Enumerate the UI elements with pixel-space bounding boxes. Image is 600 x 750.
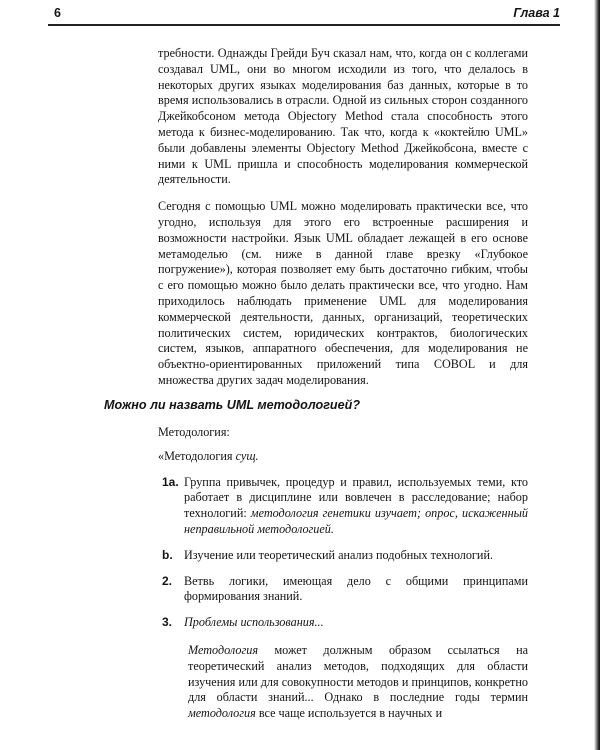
part-of-speech: сущ. [235,448,259,463]
item-label: b. [162,547,173,562]
item-text: Изучение или теоретический анализ подобных технологий. [184,547,494,562]
definition-headword [158,449,528,465]
page-edge-shadow [594,0,600,750]
definition-label: Методология: [158,425,230,439]
definition-item-2 [158,574,528,606]
usage-term: Методология [188,642,258,657]
item-label: 1a. [162,474,179,489]
headword: «Методология [158,448,236,463]
intro-text [158,46,528,389]
running-header [54,6,560,24]
chapter-title: Глава 1 [513,6,560,20]
page-number: 6 [54,6,61,20]
item-label: 3. [162,615,173,630]
methodology-definition [158,425,528,722]
item-label: 2. [162,573,173,588]
usage-note: Методология может должным образом ссылаться на теоретический анализ методов, подходящих для области изучения или для совокупности методов и принципов, конкретно для области знаний... Однако в последние годы термин методология все чаще используется в научных и [188,642,528,721]
item-text: Проблемы использования... [184,615,324,630]
usage-term: методология [188,706,256,721]
definition-item-1a [158,475,528,538]
paragraph-1: требности. Однажды Грейди Буч сказал нам, что, когда он с коллегами создавал UML, они во многом исходили из того, что делалось в некоторых других языках моделирования баз данных, которые в то время использовались в отрасли. Одной из сильных сторон созданного Джейкобсоном метода Objectory Method стала способность этого метода к бизнес-моделированию. Так что, когда к «коктейлю UML» были добавлены элементы Objectory Method Джейкобсона, вместе с ними к UML пришла и способность моделирования коммерческой деятельности. [158,46,528,187]
definition-item-1b [158,548,528,564]
item-example: методология генетики изучает; опрос, искаженный неправильной методологией. [184,506,528,536]
section-heading: Можно ли назвать UML методологией? [104,398,361,412]
item-text: Группа привычек, процедур и правил, используемых теми, кто работает в дисциплине или вовлечен в расследование; набор технологий: методология генетики изучает; опрос, искаженный неправильной методологией. [184,474,528,536]
paragraph-2: Сегодня с помощью UML можно моделировать практически все, что угодно, используя для этого его встроенные расширения и возможности настройки. Язык UML обладает лежащей в его основе метамоделью (см. ниже в данной главе врезку «Глубокое погружение»), которая позволяет ему быть достаточно гибким, чтобы с его помощью можно было делать практически все, что угодно. Нам приходилось наблюдать применение UML для моделирования коммерческой деятельности, данных, организаций, теоретических политических систем, юридических контрактов, биологических систем, языков, аппаратного обеспечения, для моделирования не объектно-ориентированных приложений типа COBOL и для множества других задач моделирования. [158,199,528,387]
definition-item-3 [158,615,528,631]
header-rule [48,24,560,26]
item-text: Ветвь логики, имеющая дело с общими принципами формирования знаний. [184,573,528,604]
